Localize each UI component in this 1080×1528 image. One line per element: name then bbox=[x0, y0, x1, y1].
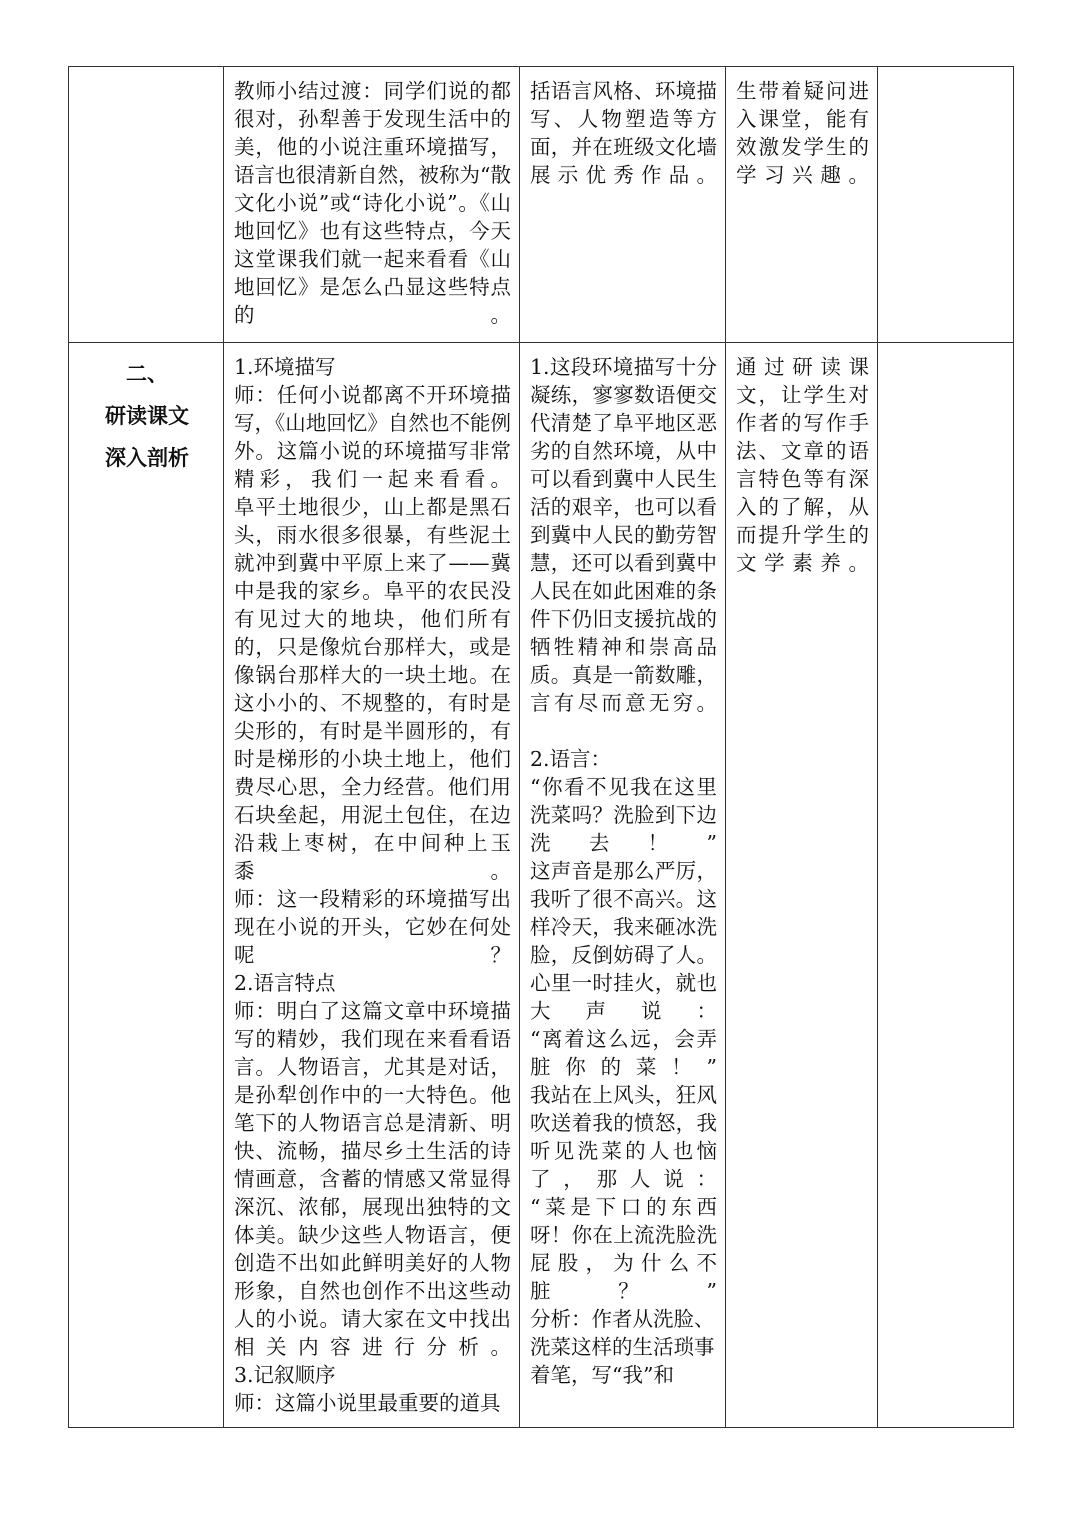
quoted-passage: 阜平土地很少，山上都是黑石头，雨水很多很暴，有些泥土就冲到冀中平原上来了——冀中是我的家乡。阜平的农民没有见过大的地块，他们所有的，只是像炕台那样大，或是像锅台那样大的一块土地。在这小小的、不规整的，有时是尖形的，有时是半圆形的，有时是梯形的小块土地上，他们费尽心思，全力经营。他们用石块垒起，用泥土包住，在边沿栽上枣树，在中间种上玉黍。 bbox=[234, 495, 511, 883]
blank-line bbox=[530, 717, 717, 745]
design-intent-cell bbox=[726, 67, 878, 343]
analysis-text: 分析：作者从洗脸、洗菜这样的生活琐事着笔，写“我”和 bbox=[530, 1307, 715, 1387]
section-heading: 2.语言： bbox=[530, 747, 612, 771]
design-intent-cell bbox=[726, 343, 878, 1428]
student-activity-cell bbox=[520, 343, 726, 1428]
teacher-paragraph: 教师小结过渡：同学们说的都很对，孙犁善于发现生活中的美，他的小说注重环境描写，语言也很清新自然，被称为“散文化小说”或“诗化小说”。《山地回忆》也有这些特点，今天这堂课我们就一起来看看《山地回忆》是怎么凸显这些特点的。 bbox=[234, 79, 511, 327]
stage-number: 二、 bbox=[126, 362, 168, 386]
student-paragraph: 1.这段环境描写十分凝练，寥寥数语便交代清楚了阜平地区恶劣的自然环境，从中可以看到冀中人民生活的艰辛，也可以看到冀中人民的勤劳智慧，还可以看到冀中人民在如此困难的条件下仍旧支援抗战的牺牲精神和崇高品质。真是一箭数雕，言有尽而意无穷。 bbox=[530, 355, 717, 715]
student-paragraph: 我站在上风头，狂风吹送着我的愤怒，我听见洗菜的人也恼了，那人说： bbox=[530, 1083, 717, 1191]
quoted-dialogue: “你看不见我在这里洗菜吗？洗脸到下边洗去！” bbox=[530, 775, 717, 855]
lesson-plan-table bbox=[68, 66, 1014, 1428]
section-heading: 3.记叙顺序 bbox=[234, 1363, 336, 1387]
quoted-dialogue: “菜是下口的东西呀！你在上流洗脸洗屁股，为什么不脏？” bbox=[530, 1195, 717, 1303]
student-activity-cell bbox=[520, 67, 726, 343]
quoted-dialogue: “离着这么远，会弄脏你的菜！” bbox=[530, 1027, 717, 1079]
table-row bbox=[69, 343, 1014, 1428]
stage-cell bbox=[69, 67, 224, 343]
teacher-paragraph: 师：明白了这篇文章中环境描写的精妙，我们现在来看看语言。人物语言，尤其是对话，是孙犁创作中的一大特色。他笔下的人物语言总是清新、明快、流畅，描尽乡土生活的诗情画意，含蓄的情感又常显得深沉、浓郁，展现出独特的文体美。缺少这些人物语言，便创造不出如此鲜明美好的人物形象，自然也创作不出这些动人的小说。请大家在文中找出相关内容进行分析。 bbox=[234, 999, 511, 1359]
student-paragraph: 括语言风格、环境描写、人物塑造等方面，并在班级文化墙展示优秀作品。 bbox=[530, 79, 717, 187]
teacher-activity-cell bbox=[224, 343, 520, 1428]
stage-cell bbox=[69, 343, 224, 1428]
note-cell bbox=[878, 343, 1014, 1428]
stage-title bbox=[105, 353, 189, 479]
teacher-paragraph: 师：这一段精彩的环境描写出现在小说的开头，它妙在何处呢？ bbox=[234, 887, 511, 967]
design-intent-text: 生带着疑问进入课堂，能有效激发学生的学习兴趣。 bbox=[736, 79, 869, 187]
section-heading: 2.语言特点 bbox=[234, 971, 336, 995]
design-intent-text: 通过研读课文，让学生对作者的写作手法、文章的语言特色等有深入的了解，从而提升学生的文学素养。 bbox=[736, 355, 869, 575]
stage-title-line: 深入剖析 bbox=[105, 446, 189, 470]
note-cell bbox=[878, 67, 1014, 343]
stage-title-line: 研读课文 bbox=[105, 404, 189, 428]
section-heading: 1.环境描写 bbox=[234, 355, 336, 379]
teacher-paragraph: 师：这篇小说里最重要的道具 bbox=[234, 1391, 501, 1415]
table-row bbox=[69, 67, 1014, 343]
teacher-activity-cell bbox=[224, 67, 520, 343]
student-paragraph: 这声音是那么严厉，我听了很不高兴。这样冷天，我来砸冰洗脸，反倒妨碍了人。心里一时挂火，就也大声说： bbox=[530, 859, 717, 1023]
teacher-paragraph: 师：任何小说都离不开环境描写，《山地回忆》自然也不能例外。这篇小说的环境描写非常精彩，我们一起来看看。 bbox=[234, 383, 511, 491]
